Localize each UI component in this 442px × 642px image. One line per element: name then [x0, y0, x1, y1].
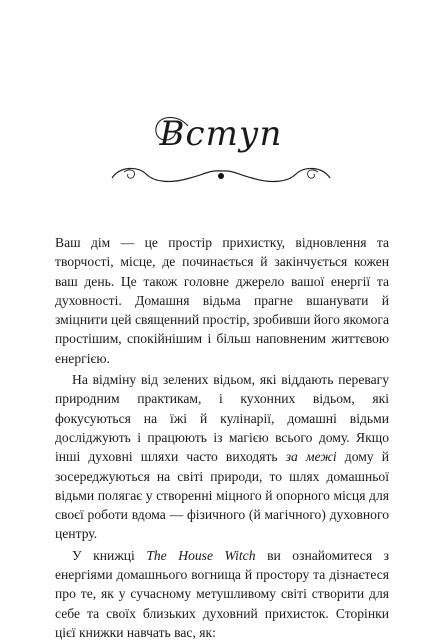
- paragraph: [55, 546, 389, 642]
- chapter-title: Вступ: [159, 114, 283, 154]
- paragraph: [55, 370, 389, 544]
- chapter-heading: [110, 108, 332, 190]
- text-run: ви ознайомитеся з енергіями домашнього вогнища й простору та дізнаєтеся про те, як у сучасному метушливому світі створити для себе та своїх близьких духовний прихисток. Сторінки цієї книжки навчать вас, як:: [55, 547, 389, 640]
- paragraph: [55, 233, 389, 368]
- italic-text-run: за межі: [285, 449, 337, 465]
- text-run: Ваш дім — це простір прихистку, відновлення та творчості, місце, де починається й закінчується кожен ваш день. Це також головне джерело вашої енергії та духовності. Домашня відьма прагне вшанувати й зміцнити цей священний простір, зробивши його якомога простішим, спокійнішим і більш наповненим життєвою енергією.: [55, 235, 389, 366]
- book-title-italic: The House Witch: [146, 547, 256, 563]
- text-run: дому й зосереджуються на світі природи, то шлях домашньої відьми полягає у створенні міцного й опорного місця для своєї роботи вдома — фізичного (й магічного) духовного центру.: [55, 449, 389, 542]
- text-run: На відміну від зелених відьом, які віддають перевагу природним практикам, і кухонних відьом, які фокусуються на їжі й кулінарії, домашні відьми досліджують і працюють із магією всього дому. Якщо інші духовні шляхи часто виходять: [55, 372, 389, 465]
- body-text: [55, 233, 389, 642]
- text-run: У книжці: [72, 547, 147, 563]
